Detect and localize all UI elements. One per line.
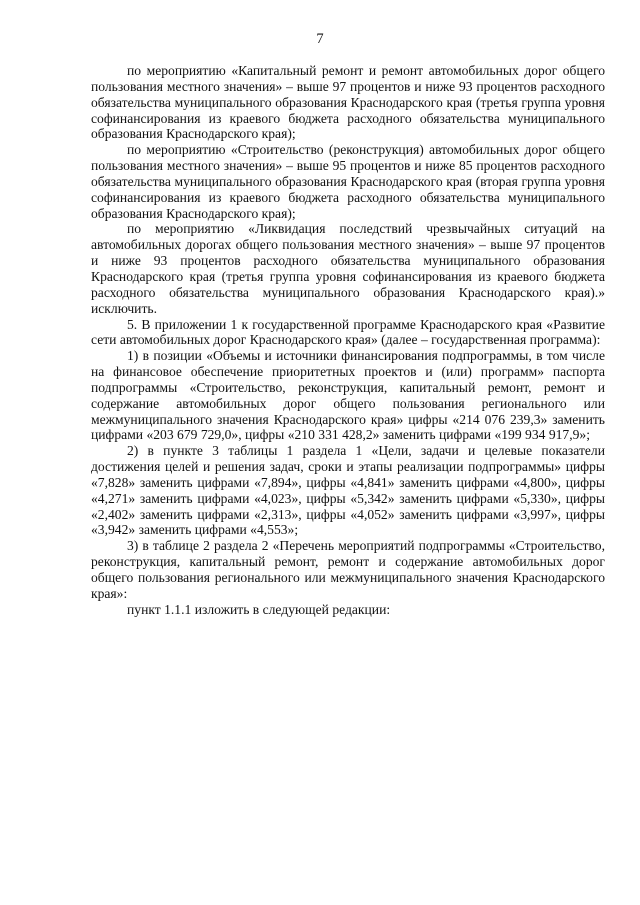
paragraph-subitem-3: 3) в таблице 2 раздела 2 «Перечень мероприятий подпрограммы «Строительство, реконструкция, капитальный ремонт, ремонт и содержание автомобильных дорог общего пользования регионального или межмуниципального значения Краснодарского края»:	[91, 538, 605, 601]
paragraph-item-5: 5. В приложении 1 к государственной программе Краснодарского края «Развитие сети автомобильных дорог Краснодарского края» (далее – государственная программа):	[91, 316, 605, 348]
page-number: 7	[316, 31, 324, 47]
paragraph-subitem-1: 1) в позиции «Объемы и источники финансирования подпрограммы, в том числе на финансовое обеспечение приоритетных проектов и (или) программ» паспорта подпрограммы «Строительство, реконструкция, капитальный ремонт, ремонт и содержание автомобильных дорог общего пользования регионального или межмуниципального значения Краснодарского края» цифры «214 076 239,3» заменить цифрами «203 679 729,0», цифры «210 331 428,2» заменить цифрами «199 934 917,9»;	[91, 348, 605, 443]
paragraph-point-1-1-1: пункт 1.1.1 изложить в следующей редакции:	[127, 601, 391, 617]
paragraph-subitem-2: 2) в пункте 3 таблицы 1 раздела 1 «Цели, задачи и целевые показатели достижения целей и решения задач, сроки и этапы реализации подпрограммы» цифры «7,828» заменить цифрами «7,894», цифры «4,841» заменить цифрами «4,800», цифры «4,271» заменить цифрами «4,023», цифры «5,342» заменить цифрами «5,330», цифры «2,402» заменить цифрами «2,313», цифры «4,052» заменить цифрами «3,997», цифры «3,942» заменить цифрами «4,553»;	[91, 443, 605, 538]
paragraph-repair-roads: по мероприятию «Капитальный ремонт и ремонт автомобильных дорог общего пользования местного значения» – выше 97 процентов и ниже 93 процентов расходного обязательства муниципального образования Краснодарского края (третья группа уровня софинансирования из краевого бюджета расходного обязательства муниципального образования Краснодарского края);	[91, 63, 605, 142]
paragraph-construction-roads: по мероприятию «Строительство (реконструкция) автомобильных дорог общего пользования местного значения» – выше 95 процентов и ниже 85 процентов расходного обязательства муниципального образования Краснодарского края (вторая группа уровня софинансирования из краевого бюджета расходного обязательства муниципального образования Краснодарского края);	[91, 142, 605, 221]
document-body	[91, 63, 605, 618]
paragraph-emergency-liquidation: по мероприятию «Ликвидация последствий чрезвычайных ситуаций на автомобильных дорогах общего пользования местного значения» – выше 97 процентов и ниже 93 процентов расходного обязательства муниципального образования Краснодарского края (третья группа уровня софинансирования из краевого бюджета расходного обязательства муниципального образования Краснодарского края).» исключить.	[91, 221, 605, 316]
